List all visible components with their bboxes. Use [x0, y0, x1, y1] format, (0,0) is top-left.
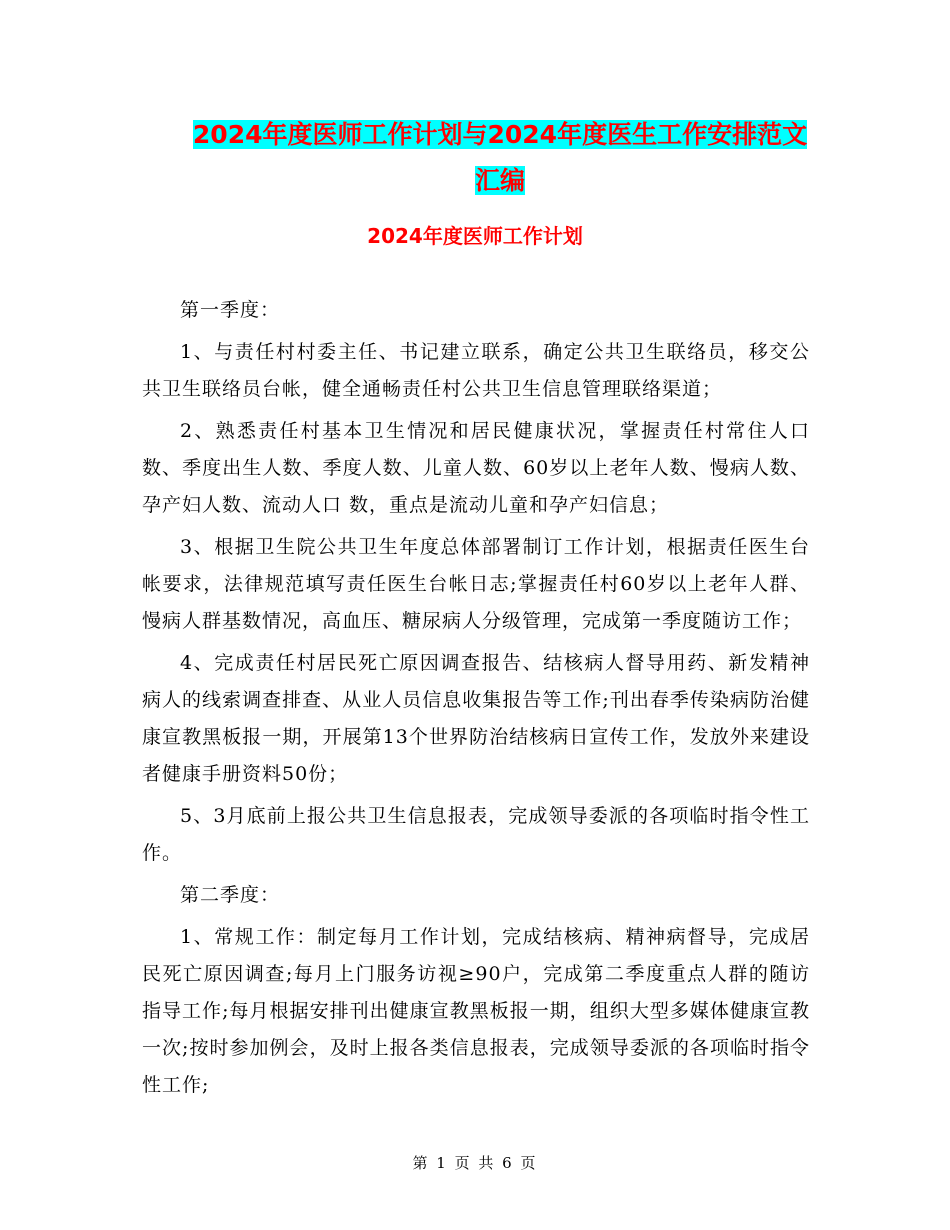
document-body — [142, 292, 810, 1109]
document-title — [140, 112, 860, 204]
paragraph: 1、常规工作：制定每月工作计划，完成结核病、精神病督导，完成居民死亡原因调查;每月上门服务访视≥90户，完成第二季度重点人群的随访指导工作;每月根据安排刊出健康宣教黑板报一期，组织大型多媒体健康宣教一次;按时参加例会，及时上报各类信息报表，完成领导委派的各项临时指令性工作; — [142, 926, 810, 1096]
paragraph: 5、3月底前上报公共卫生信息报表，完成领导委派的各项临时指令性工作。 — [142, 805, 810, 864]
document-title-line-1: 2024年度医师工作计划与2024年度医生工作安排范文 — [192, 120, 808, 149]
paragraph: 1、与责任村村委主任、书记建立联系，确定公共卫生联络员，移交公共卫生联络员台帐，健全通畅责任村公共卫生信息管理联络渠道； — [142, 341, 810, 400]
paragraph: 2、熟悉责任村基本卫生情况和居民健康状况，掌握责任村常住人口数、季度出生人数、季度人数、儿童人数、60岁以上老年人数、慢病人数、孕产妇人数、流动人口 数，重点是流动儿童和孕产妇信息； — [142, 420, 810, 516]
section-title: 2024年度医师工作计划 — [367, 224, 583, 248]
page-footer: 第 1 页 共 6 页 — [412, 1154, 538, 1172]
paragraph: 3、根据卫生院公共卫生年度总体部署制订工作计划，根据责任医生台帐要求，法律规范填写责任医生台帐日志;掌握责任村60岁以上老年人群、慢病人群基数情况，高血压、糖尿病人分级管理，完成第一季度随访工作； — [142, 536, 810, 632]
paragraph: 第二季度： — [180, 884, 281, 906]
document-title-line-2: 汇编 — [474, 166, 525, 195]
paragraph: 第一季度： — [180, 299, 281, 321]
paragraph: 4、完成责任村居民死亡原因调查报告、结核病人督导用药、新发精神病人的线索调查排查、从业人员信息收集报告等工作;刊出春季传染病防治健康宣教黑板报一期，开展第13个世界防治结核病日宣传工作，发放外来建设者健康手册资料50份； — [142, 652, 810, 785]
